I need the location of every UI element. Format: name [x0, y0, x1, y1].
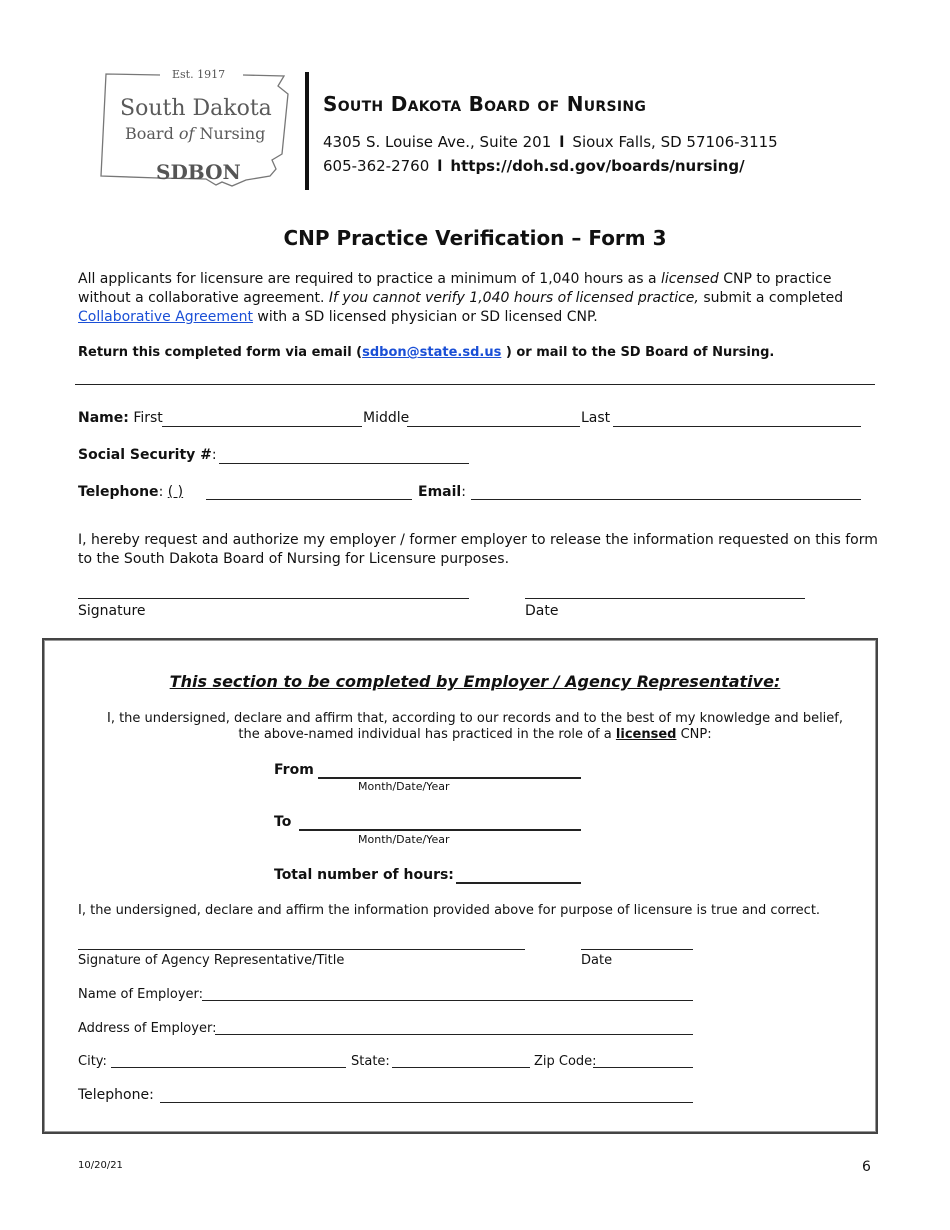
return-note: Return this completed form via email (sdbon@state.sd.us ) or mail to the SD Board of Nursing. — [78, 345, 775, 360]
logo-line1: South Dakota — [120, 96, 272, 121]
org-phone: 605-362-2760 — [323, 157, 430, 175]
city-field[interactable] — [111, 1067, 346, 1068]
agency-signature-label: Signature of Agency Representative/Title — [78, 953, 345, 968]
org-website[interactable]: https://doh.sd.gov/boards/nursing/ — [450, 157, 745, 175]
first-label: First — [133, 410, 163, 426]
zip-label: Zip Code: — [534, 1054, 597, 1069]
ssn-field[interactable] — [219, 463, 469, 464]
header-rule — [75, 384, 875, 385]
email-field[interactable] — [471, 499, 861, 500]
to-label: To — [274, 814, 292, 830]
employer-affirmation: I, the undersigned, declare and affirm the information provided above for purpose of licensure is true and correct. — [78, 903, 821, 918]
employer-name-field[interactable] — [202, 1000, 693, 1001]
from-label: From — [274, 762, 314, 778]
intro-paragraph: All applicants for licensure are required to practice a minimum of 1,040 hours as a licensed CNP to practice without a collaborative agreement. If you cannot verify 1,040 hours of licensed practice, submit a completed Collaborative Agreement with a SD licensed physician or SD licensed CNP. — [78, 271, 844, 325]
total-hours-field[interactable] — [456, 882, 581, 884]
header-divider — [305, 72, 309, 190]
state-field[interactable] — [392, 1067, 530, 1068]
authorization-text: I, hereby request and authorize my employer / former employer to release the information requested on this form to the South Dakota Board of Nursing for Licensure purposes. — [78, 532, 878, 567]
zip-field[interactable] — [593, 1067, 693, 1068]
org-name: South Dakota Board of Nursing — [323, 92, 647, 116]
ssn-label: Social Security # — [78, 447, 212, 463]
last-name-field[interactable] — [613, 426, 861, 427]
agency-date-label: Date — [581, 953, 613, 968]
revision-date: 10/20/21 — [78, 1160, 123, 1171]
total-hours-label: Total number of hours: — [274, 867, 454, 883]
applicant-signature-field[interactable] — [78, 598, 469, 599]
agency-signature-field[interactable] — [78, 949, 525, 950]
last-label: Last — [581, 410, 611, 426]
email-label: Email — [418, 484, 462, 500]
collaborative-agreement-link[interactable]: Collaborative Agreement — [78, 309, 253, 325]
state-label: State: — [351, 1054, 390, 1069]
telephone-label: Telephone — [78, 484, 159, 500]
employer-section-title: This section to be completed by Employer / Agency Representative: — [169, 672, 781, 691]
middle-name-field[interactable] — [407, 426, 580, 427]
from-date-field[interactable] — [318, 777, 581, 779]
employer-address-label: Address of Employer: — [78, 1021, 217, 1036]
applicant-date-field[interactable] — [525, 598, 805, 599]
org-address: 4305 S. Louise Ave., Suite 201 l Sioux Falls, SD 57106-3115 — [323, 133, 778, 151]
middle-label: Middle — [363, 410, 410, 426]
employer-telephone-label: Telephone: — [78, 1087, 154, 1103]
telephone-area-code: ( ) — [167, 484, 184, 500]
signature-label: Signature — [78, 603, 146, 619]
agency-date-field[interactable] — [581, 949, 693, 950]
date-label: Date — [525, 603, 559, 619]
logo-est: Est. 1917 — [172, 68, 226, 81]
from-date-format: Month/Date/Year — [358, 780, 450, 793]
form-title: CNP Practice Verification – Form 3 — [283, 226, 667, 250]
name-label: Name: — [78, 410, 129, 426]
logo-abbr: SDBON — [156, 160, 241, 184]
page-number: 6 — [862, 1159, 871, 1175]
logo-line2: Board of Nursing — [125, 124, 266, 143]
sdbon-email-link[interactable]: sdbon@state.sd.us — [362, 345, 502, 360]
city-label: City: — [78, 1054, 107, 1069]
telephone-field[interactable] — [206, 499, 412, 500]
first-name-field[interactable] — [162, 426, 362, 427]
org-contact: 605-362-2760 l https://doh.sd.gov/boards/nursing/ — [323, 157, 745, 175]
to-date-format: Month/Date/Year — [358, 833, 450, 846]
employer-declaration: I, the undersigned, declare and affirm that, according to our records and to the best of my knowledge and belief, the above-named individual has practiced in the role of a licensed CNP: — [106, 711, 843, 742]
employer-telephone-field[interactable] — [160, 1102, 693, 1103]
employer-address-field[interactable] — [215, 1034, 693, 1035]
to-date-field[interactable] — [299, 829, 581, 831]
employer-name-label: Name of Employer: — [78, 987, 204, 1002]
sdbon-logo — [98, 68, 298, 192]
